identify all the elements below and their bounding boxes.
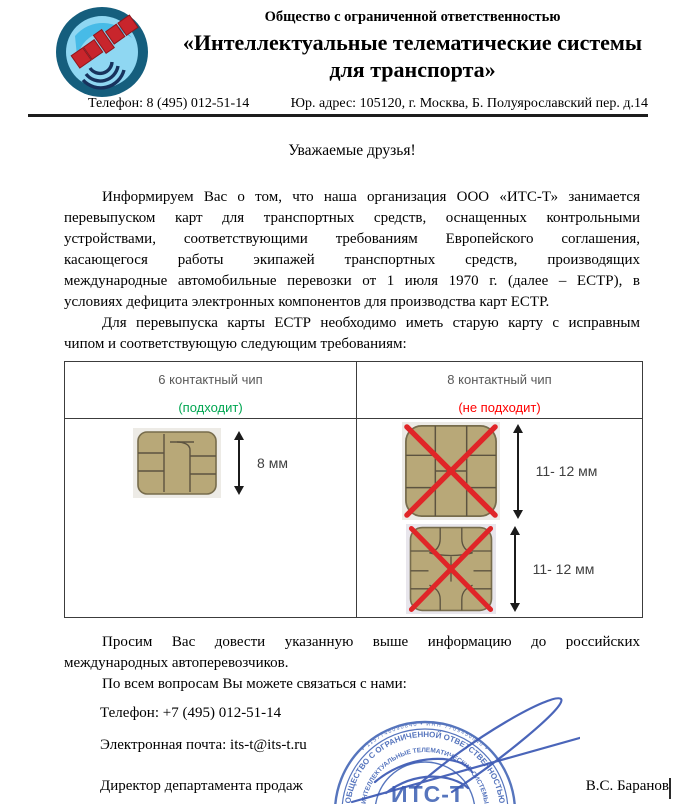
stamp-outer-text: ОБЩЕСТВО С ОГРАНИЧЕННОЙ ОТВЕТСТВЕННОСТЬЮ xyxy=(343,729,507,804)
table-header-8pin xyxy=(357,362,643,419)
chip-8pin-title: 8 контактный чип xyxy=(447,372,552,387)
chip-requirements-table xyxy=(64,361,643,618)
dimension-label: 8 мм xyxy=(257,454,288,471)
paragraph-3 xyxy=(64,632,640,674)
dimension-label: 11- 12 мм xyxy=(535,462,598,479)
signature-position: Директор департамента продаж xyxy=(100,778,303,794)
chip-8pin-grid-image xyxy=(402,422,500,520)
paragraph-line: чипом и соответствующую следующим требованиям: xyxy=(64,336,407,352)
paragraph-line: По всем вопросам Вы можете связаться с нами: xyxy=(102,676,407,692)
letterhead-phone: Телефон: 8 (495) 012-51-14 xyxy=(88,96,250,111)
contact-email: Электронная почта: its-t@its-t.ru xyxy=(100,737,307,753)
contact-phone: Телефон: +7 (495) 012-51-14 xyxy=(100,705,282,721)
chip-6pin-status: (подходит) xyxy=(178,400,243,415)
letterhead-address: Юр. адрес: 105120, г. Москва, Б. Полуярославский пер. д.14 xyxy=(290,96,648,111)
paragraph-line: касающегося работы экипажей транспортных средств, производящих xyxy=(64,252,640,268)
stamp-center-text: ИТС-Т xyxy=(391,781,465,804)
paragraph-line: международных автоперевозчиков. xyxy=(64,655,289,671)
paragraph-2 xyxy=(64,313,640,355)
paragraph-line: международные автомобильные перевозки от 1 июля 1970 г. (далее – ЕСТР), в xyxy=(64,273,640,289)
letterhead-contacts xyxy=(88,96,648,112)
dimension-arrow xyxy=(511,423,525,520)
header-rule xyxy=(28,114,648,117)
stamp-digits-text: • 1157746090840 • ИНН 7709456040 • xyxy=(360,721,490,753)
chip-8pin-status: (не подходит) xyxy=(458,400,541,415)
stamp-inner-text: ИНТЕЛЛЕКТУАЛЬНЫЕ ТЕЛЕМАТИЧЕСКИЕ СИСТЕМЫ xyxy=(360,746,490,804)
chip-6pin-image xyxy=(133,428,221,498)
text-cursor[interactable] xyxy=(669,778,671,799)
table-header-6pin xyxy=(65,362,357,419)
paragraph-line: Для перевыпуска карты ЕСТР необходимо иметь старую карту с исправным xyxy=(102,315,640,331)
paragraph-1 xyxy=(64,187,640,313)
chip-8pin-curved-image xyxy=(405,524,497,614)
chip-6pin-title: 6 контактный чип xyxy=(158,372,263,387)
paragraph-line: условиях дефицита электронных компонентов для производства карт ЕСТР. xyxy=(64,294,550,310)
dimension-label: 11- 12 мм xyxy=(532,560,595,577)
signature-name: В.С. Баранов xyxy=(585,778,669,794)
letter-body xyxy=(64,130,640,756)
cell-8pin-chips xyxy=(357,419,643,618)
org-type: Общество с ограниченной ответственностью xyxy=(264,9,561,25)
company-logo xyxy=(50,6,154,98)
paragraph-line: Информируем Вас о том, что наша организация ООО «ИТС-Т» занимается xyxy=(102,189,640,205)
org-name: «Интеллектуальные телематические системы для транспорта» xyxy=(182,30,643,82)
greeting: Уважаемые друзья! xyxy=(288,142,416,159)
signature-row xyxy=(100,778,669,795)
paragraph-line: устройствами, соответствующими требованиям Европейского соглашения, xyxy=(64,231,640,247)
letterhead xyxy=(150,8,675,83)
dimension-arrow xyxy=(508,525,522,613)
dimension-arrow xyxy=(232,430,246,496)
cell-6pin-chip xyxy=(65,419,357,618)
paragraph-line: перевыпуском карт для транспортных средств, оснащенных контрольными xyxy=(64,210,640,226)
paragraph-line: Просим Вас довести указанную выше информацию до российских xyxy=(102,634,640,650)
